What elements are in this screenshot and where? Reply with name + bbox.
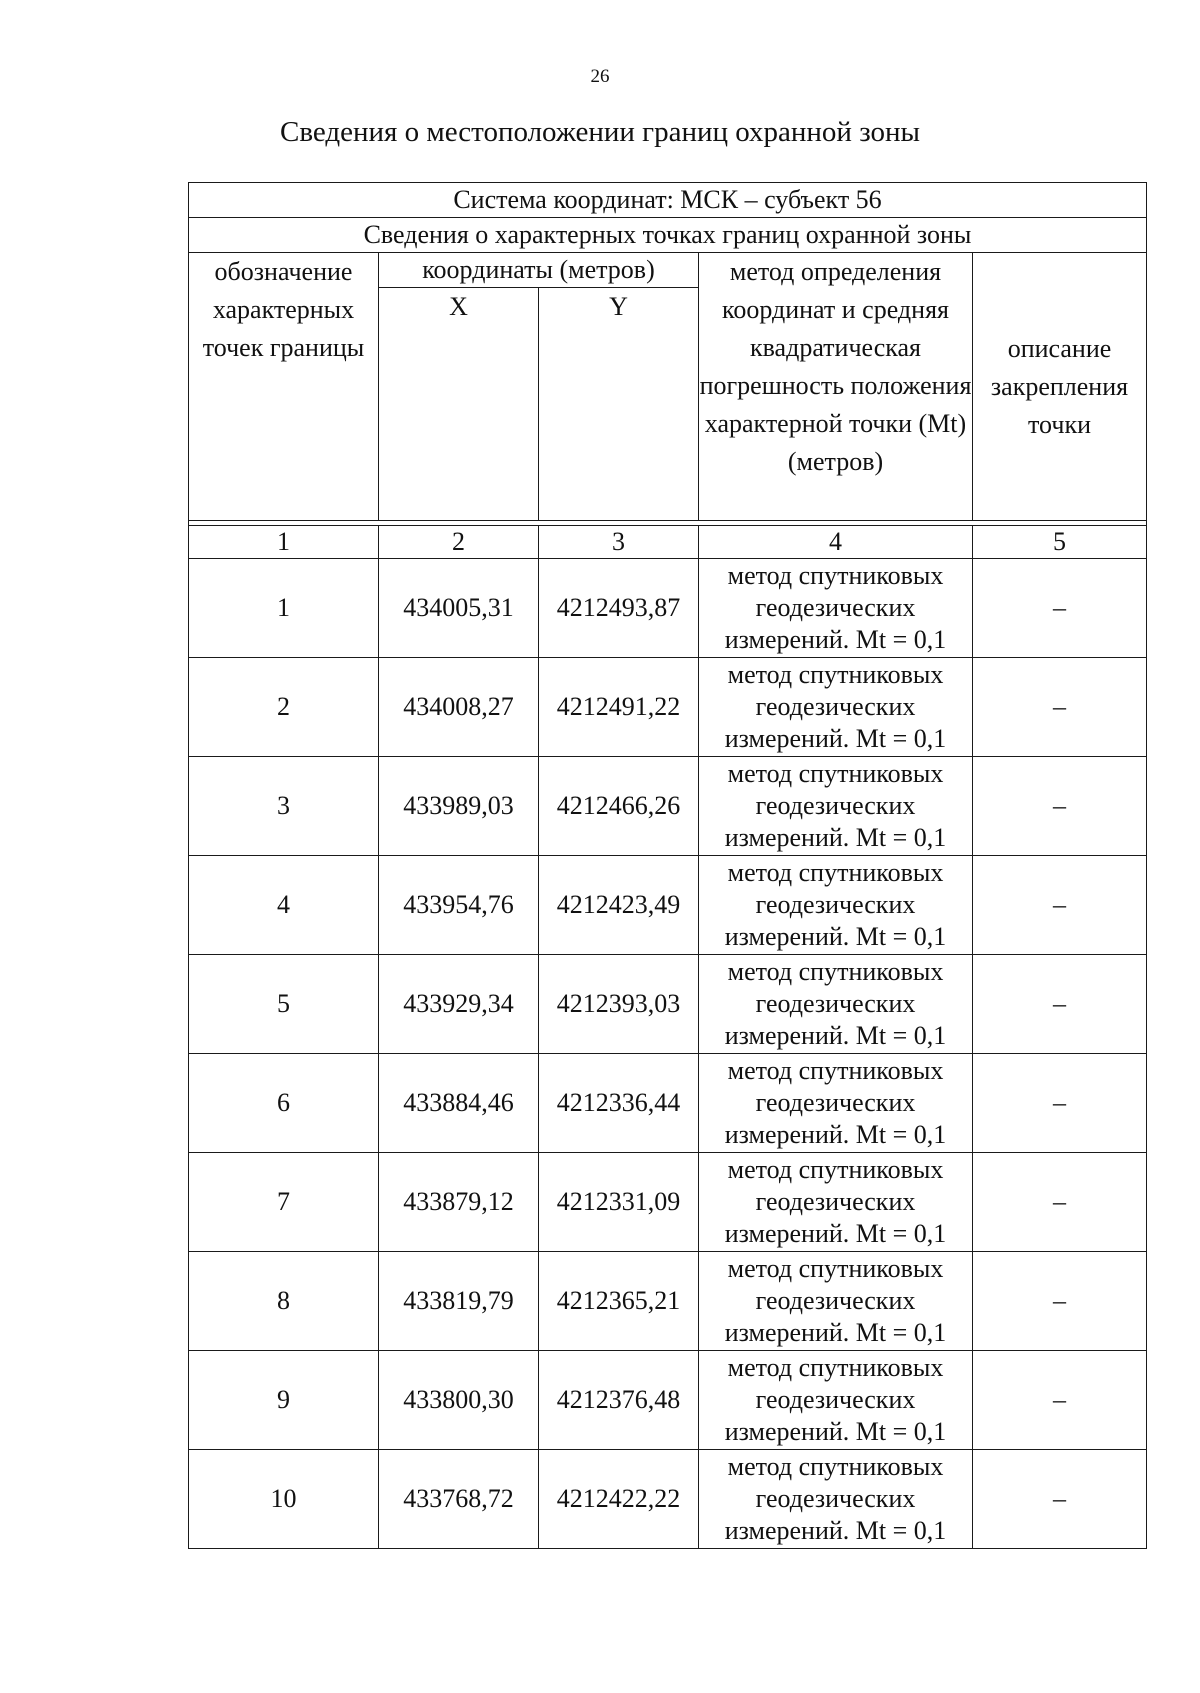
x-cell: 433800,30 bbox=[379, 1351, 539, 1450]
description-cell: – bbox=[973, 757, 1147, 856]
y-cell: 4212331,09 bbox=[539, 1153, 699, 1252]
column-header-row bbox=[189, 253, 1147, 288]
method-cell: метод спутниковых геодезических измерений. Mt = 0,1 bbox=[699, 1351, 973, 1450]
point-cell: 8 bbox=[189, 1252, 379, 1351]
y-header-text: Y bbox=[609, 292, 628, 321]
x-cell: 433819,79 bbox=[379, 1252, 539, 1351]
table-row bbox=[189, 1153, 1147, 1252]
method-cell: метод спутниковых геодезических измерений. Mt = 0,1 bbox=[699, 856, 973, 955]
x-cell: 434005,31 bbox=[379, 559, 539, 658]
method-cell: метод спутниковых геодезических измерений. Mt = 0,1 bbox=[699, 757, 973, 856]
x-cell: 433954,76 bbox=[379, 856, 539, 955]
description-cell: – bbox=[973, 1252, 1147, 1351]
y-cell: 4212336,44 bbox=[539, 1054, 699, 1153]
column-number: 1 bbox=[189, 526, 379, 559]
table-row bbox=[189, 856, 1147, 955]
table-row bbox=[189, 1252, 1147, 1351]
method-cell: метод спутниковых геодезических измерений. Mt = 0,1 bbox=[699, 1054, 973, 1153]
point-label-text: обозначение характерных точек границы bbox=[202, 257, 365, 362]
boundary-points-table bbox=[188, 182, 1147, 1549]
page-number: 26 bbox=[590, 66, 610, 87]
table-row bbox=[189, 1351, 1147, 1450]
point-cell: 9 bbox=[189, 1351, 379, 1450]
description-header: описание закрепления точки bbox=[973, 253, 1147, 521]
method-cell: метод спутниковых геодезических измерений. Mt = 0,1 bbox=[699, 559, 973, 658]
x-header bbox=[379, 288, 539, 521]
table-row bbox=[189, 658, 1147, 757]
y-cell: 4212423,49 bbox=[539, 856, 699, 955]
point-cell: 4 bbox=[189, 856, 379, 955]
y-header bbox=[539, 288, 699, 521]
description-cell: – bbox=[973, 559, 1147, 658]
point-cell: 6 bbox=[189, 1054, 379, 1153]
method-cell: метод спутниковых геодезических измерений. Mt = 0,1 bbox=[699, 955, 973, 1054]
point-label-header bbox=[189, 253, 379, 521]
description-cell: – bbox=[973, 1351, 1147, 1450]
point-cell: 2 bbox=[189, 658, 379, 757]
description-cell: – bbox=[973, 658, 1147, 757]
x-cell: 433879,12 bbox=[379, 1153, 539, 1252]
point-cell: 1 bbox=[189, 559, 379, 658]
point-cell: 10 bbox=[189, 1450, 379, 1549]
document-title: Сведения о местоположении границ охранной зоны bbox=[279, 116, 920, 148]
coord-system-cell: Система координат: МСК – субъект 56 bbox=[189, 183, 1147, 218]
description-cell: – bbox=[973, 1153, 1147, 1252]
section-title-row bbox=[189, 218, 1147, 253]
y-cell: 4212491,22 bbox=[539, 658, 699, 757]
coords-header: координаты (метров) bbox=[379, 253, 699, 288]
description-cell: – bbox=[973, 1054, 1147, 1153]
table-row bbox=[189, 955, 1147, 1054]
y-cell: 4212493,87 bbox=[539, 559, 699, 658]
table-row bbox=[189, 757, 1147, 856]
method-cell: метод спутниковых геодезических измерений. Mt = 0,1 bbox=[699, 1153, 973, 1252]
x-cell: 433989,03 bbox=[379, 757, 539, 856]
description-cell: – bbox=[973, 955, 1147, 1054]
y-cell: 4212365,21 bbox=[539, 1252, 699, 1351]
y-cell: 4212422,22 bbox=[539, 1450, 699, 1549]
section-title-cell: Сведения о характерных точках границ охранной зоны bbox=[189, 218, 1147, 253]
x-cell: 433929,34 bbox=[379, 955, 539, 1054]
description-cell: – bbox=[973, 1450, 1147, 1549]
x-header-text: X bbox=[449, 292, 468, 321]
description-cell: – bbox=[973, 856, 1147, 955]
point-cell: 3 bbox=[189, 757, 379, 856]
method-header bbox=[699, 253, 973, 521]
method-header-text: метод определения координат и средняя квадратическая погрешность положения характерной точки (Mt) (метров) bbox=[699, 257, 972, 476]
column-number: 3 bbox=[539, 526, 699, 559]
method-cell: метод спутниковых геодезических измерений. Mt = 0,1 bbox=[699, 1252, 973, 1351]
method-cell: метод спутниковых геодезических измерений. Mt = 0,1 bbox=[699, 658, 973, 757]
y-cell: 4212466,26 bbox=[539, 757, 699, 856]
x-cell: 433884,46 bbox=[379, 1054, 539, 1153]
column-number-row bbox=[189, 526, 1147, 559]
y-cell: 4212393,03 bbox=[539, 955, 699, 1054]
table-row bbox=[189, 1054, 1147, 1153]
column-number: 5 bbox=[973, 526, 1147, 559]
point-cell: 5 bbox=[189, 955, 379, 1054]
y-cell: 4212376,48 bbox=[539, 1351, 699, 1450]
coord-system-row bbox=[189, 183, 1147, 218]
method-cell: метод спутниковых геодезических измерений. Mt = 0,1 bbox=[699, 1450, 973, 1549]
column-number: 2 bbox=[379, 526, 539, 559]
table-row bbox=[189, 1450, 1147, 1549]
x-cell: 434008,27 bbox=[379, 658, 539, 757]
x-cell: 433768,72 bbox=[379, 1450, 539, 1549]
point-cell: 7 bbox=[189, 1153, 379, 1252]
column-number: 4 bbox=[699, 526, 973, 559]
table-row bbox=[189, 559, 1147, 658]
